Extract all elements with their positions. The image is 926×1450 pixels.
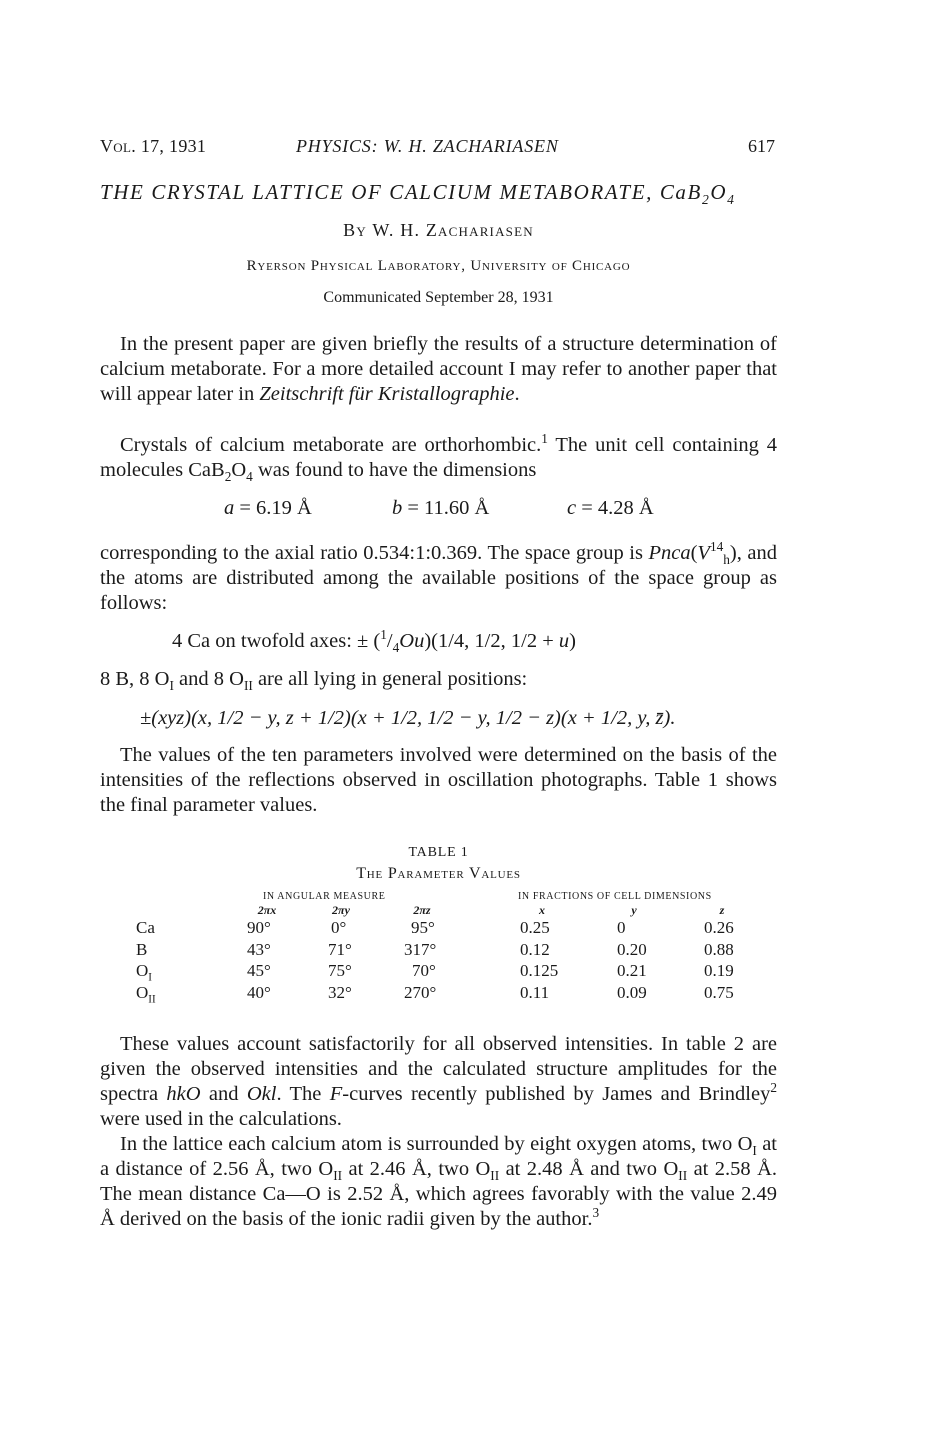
table-col-header: x [539,903,545,917]
table-col-header: 2πx [257,903,277,917]
table-cell: 95° [411,918,435,937]
table-cell: 0 [617,918,626,937]
paragraph-lattice: In the lattice each calcium atom is surrounded by eight oxygen atoms, two $O_I$ at a distance of 2.56 Å, two $O_{II}$ at 2.46 Å, two $O_{II}$ at 2.48 Å and two $O_{II}$ at 2.58 Å. The mean distance Ca—O is 2.52 Å, which agrees favorably with the value 2.49 Å derived on the basis of the ionic radii given by the author.$^3$ [100,1133,777,1230]
footnote-ref-1: 1 [541,431,548,447]
table-cell: 0.26 [704,918,734,937]
row-label: B [136,940,148,959]
paragraph-unit-cell: Crystals of calcium metaborate are orthorhombic.$^1$ The unit cell containing 4 molecules $CaB_2O_4$ was found to have the dimensions [100,431,777,485]
footnote-ref-2: 2 [770,1080,777,1096]
general-positions-intro: 8 B, 8 $O_I$ and 8 $O_{II}$ are all lying in general positions: [100,668,528,694]
table-cell: 0.21 [617,961,647,980]
table-group-angular: IN ANGULAR MEASURE [263,891,386,902]
running-header-title: PHYSICS: W. H. ZACHARIASEN [296,136,559,156]
table-cell: 317° [404,940,437,959]
dimension-a: a = 6.19 Å [224,497,312,519]
table-cell: 0.125 [520,961,559,980]
table-cell: 45° [247,961,271,980]
article-title: THE CRYSTAL LATTICE OF CALCIUM METABORATE, $CaB_2O_4$ [100,180,736,208]
general-positions-formula: ±(xyz)(x, 1/2 − y, z + 1/2)(x + 1/2, 1/2 − y, 1/2 − z)(x + 1/2, y, z̄). [140,707,676,729]
table-cell: 0.88 [704,940,734,959]
table-col-header: y [631,903,637,917]
table-col-header: z [719,903,725,917]
page-number: 617 [748,136,775,156]
table-cell: 0.75 [704,983,734,1002]
table-cell: 0.25 [520,918,550,937]
paragraph-parameters: The values of the ten parameters involved were determined on the basis of the intensities of the reflections observed in oscillation photographs. Table 1 shows the final parameter values. [100,744,777,816]
table-cell: 75° [328,961,352,980]
table-cell: 43° [247,940,271,959]
table-col-header: 2πz [413,903,431,917]
table-cell: 70° [412,961,436,980]
table-cell: 0.11 [520,983,550,1002]
table-group-fractions: IN FRACTIONS OF CELL DIMENSIONS [518,891,712,902]
row-label: Ca [136,918,155,937]
table-cell: 0.09 [617,983,647,1002]
table-caption: TABLE 1 [408,845,469,860]
row-label: $O_{II}$ [136,983,156,1006]
byline: By W. H. Zachariasen [343,220,534,240]
table-cell: 40° [247,983,271,1002]
paragraph-intensities: These values account satisfactorily for all observed intensities. In table 2 are given the observed intensities and the calculated structure amplitudes for the spectra hkO and Okl. The F-curves recently published by James and Brindley$^2$ were used in the calculations. [100,1033,777,1130]
journal-name: Zeitschrift für Kristallographie [259,383,515,405]
table-cell: 0.19 [704,961,734,980]
table-cell: 71° [328,940,352,959]
communicated-date: Communicated September 28, 1931 [323,289,554,306]
table-row [0,961,926,983]
table-cell: 32° [328,983,352,1002]
running-header-volume: Vol. 17, 1931 [100,136,207,156]
calcium-positions: 4 Ca on twofold axes: ± $(^1/_4Ou)(1/4$, 1/2, 1/2 + u) [172,627,576,656]
table-col-header: 2πy [332,903,350,917]
row-label: $O_I$ [136,961,152,984]
table-row [0,983,926,1005]
table-cell: 0° [331,918,347,937]
table-row [0,940,926,962]
paragraph-space-group: corresponding to the axial ratio 0.534:1:0.369. The space group is $Pnca(V^{14}_h)$, and the atoms are distributed among the available positions of the space group as follows: [100,539,777,614]
footnote-ref-3: 3 [592,1205,600,1221]
dimension-b: b = 11.60 Å [392,497,490,519]
table-cell: 90° [247,918,271,937]
dimension-c: c = 4.28 Å [567,497,654,519]
table-cell: 0.12 [520,940,550,959]
table-title: The Parameter Values [356,865,521,882]
table-row [0,918,926,940]
paragraph-intro: In the present paper are given briefly the results of a structure determination of calcium metaborate. For a more detailed account I may refer to another paper that will appear later in Zeitschrift für Kristallographie. [100,333,777,405]
table-cell: 270° [404,983,437,1002]
affiliation: Ryerson Physical Laboratory, University of Chicago [246,258,631,274]
table-cell: 0.20 [617,940,647,959]
